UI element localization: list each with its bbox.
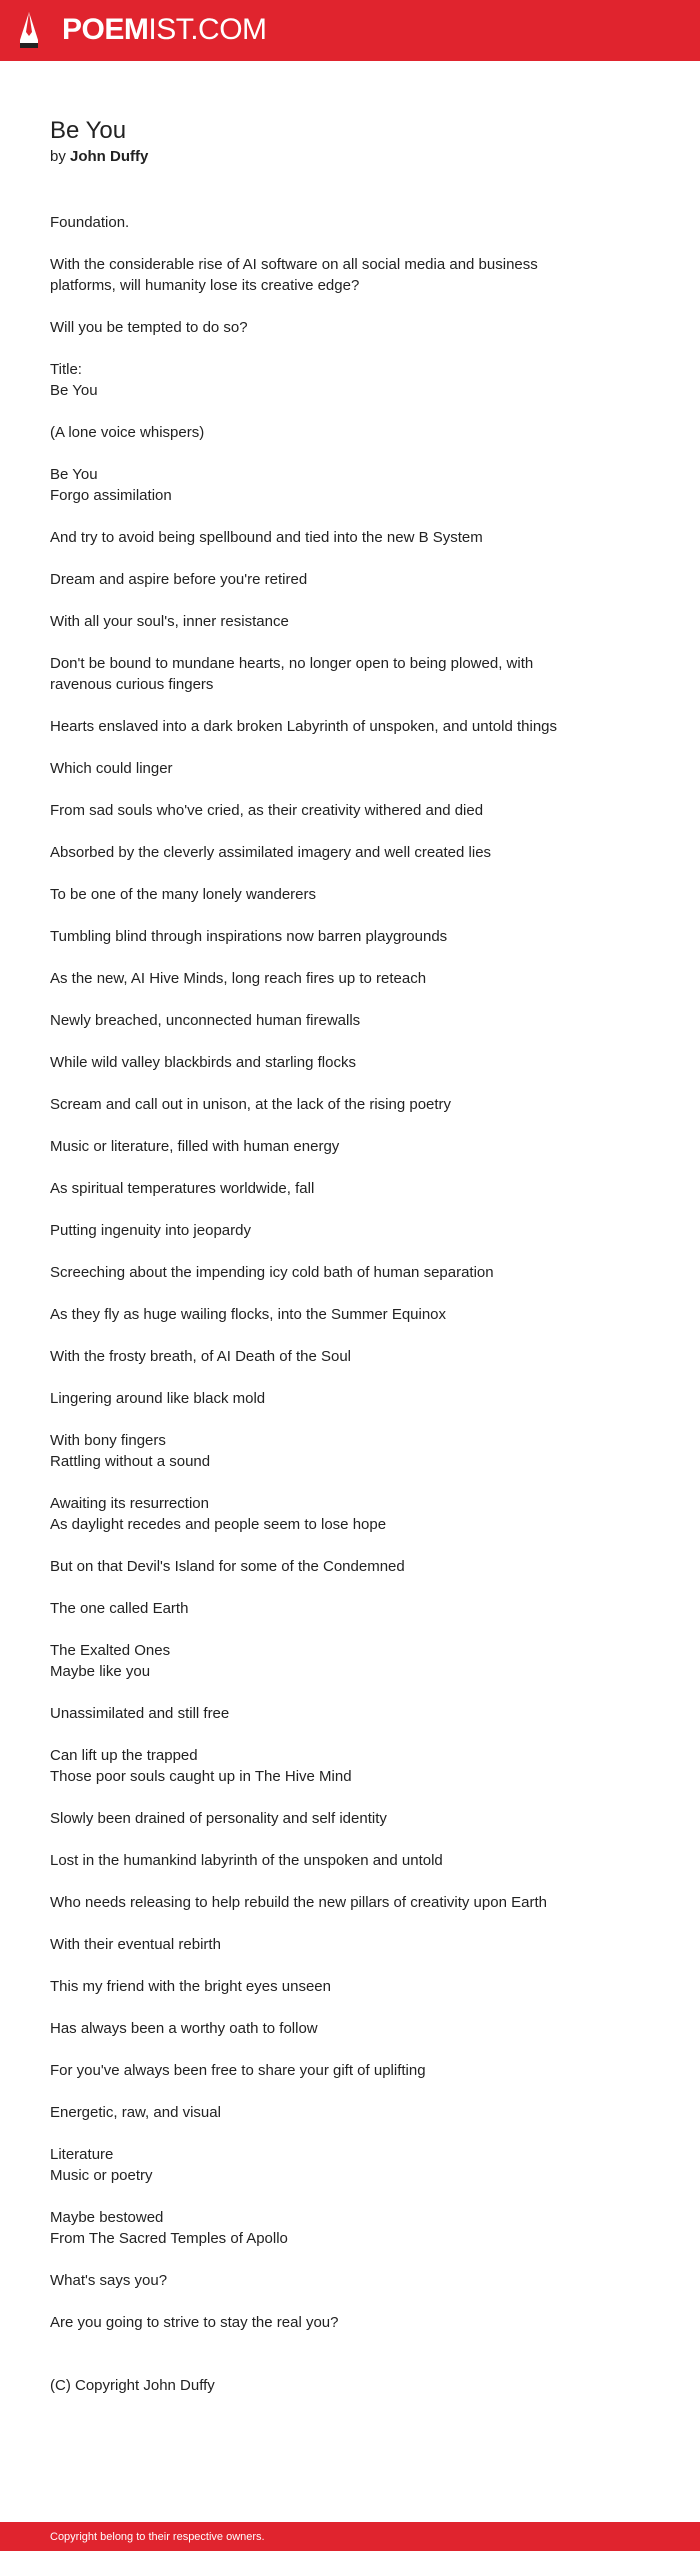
poem-content — [50, 116, 570, 2396]
poem-stanza — [50, 2018, 570, 2039]
poem-line: Which could linger — [50, 760, 173, 777]
poem-line: As the new, AI Hive Minds, long reach fires up to reteach — [50, 970, 427, 987]
poem-line: Absorbed by the cleverly assimilated imagery and well created lies — [50, 844, 492, 861]
poem-line: Those poor souls caught up in The Hive Mind — [50, 1768, 352, 1785]
poem-stanza — [50, 1598, 570, 1619]
poem-stanza — [50, 842, 570, 863]
poem-line: As they fly as huge wailing flocks, into the Summer Equinox — [50, 1306, 447, 1323]
poem-stanza — [50, 359, 570, 401]
poem-line: But on that Devil's Island for some of the Condemned — [50, 1558, 405, 1575]
poem-line: Rattling without a sound — [50, 1453, 211, 1470]
poem-stanza — [50, 422, 570, 443]
poem-stanza — [50, 800, 570, 821]
poem-line: And try to avoid being spellbound and tied into the new B System — [50, 529, 483, 546]
poem-line: Music or poetry — [50, 2167, 153, 2184]
poem-stanza — [50, 527, 570, 548]
poem-line: With the considerable rise of AI software on all social media and business platforms, will humanity lose its creative edge? — [50, 256, 538, 294]
poem-line: Screeching about the impending icy cold bath of human separation — [50, 1264, 494, 1281]
poem-line: Lost in the humankind labyrinth of the unspoken and untold — [50, 1852, 443, 1869]
poem-stanza — [50, 1493, 570, 1535]
poem-stanza — [50, 1220, 570, 1241]
pen-nib-icon[interactable] — [18, 10, 40, 50]
poem-line: For you've always been free to share your gift of uplifting — [50, 2062, 426, 2079]
poem-copyright: (C) Copyright John Duffy — [50, 2377, 215, 2394]
poem-line: With all your soul's, inner resistance — [50, 613, 289, 630]
poem-stanza — [50, 2312, 570, 2333]
poem-line: Foundation. — [50, 214, 130, 231]
poem-line: With the frosty breath, of AI Death of the Soul — [50, 1348, 351, 1365]
poem-stanza — [50, 653, 570, 695]
poem-stanza — [50, 254, 570, 296]
poem-line: Energetic, raw, and visual — [50, 2104, 221, 2121]
poem-stanza — [50, 1178, 570, 1199]
logo-light-text: IST.COM — [148, 13, 267, 46]
poem-line: Who needs releasing to help rebuild the new pillars of creativity upon Earth — [50, 1894, 547, 1911]
poem-stanza — [50, 212, 570, 233]
poem-stanza — [50, 1388, 570, 1409]
poem-line: Maybe like you — [50, 1663, 151, 1680]
poem-line: Don't be bound to mundane hearts, no longer open to being plowed, with ravenous curious fingers — [50, 655, 534, 693]
poem-line: To be one of the many lonely wanderers — [50, 886, 316, 903]
poem-line: Be You — [50, 382, 98, 399]
poem-line: Hearts enslaved into a dark broken Labyrinth of unspoken, and untold things — [50, 718, 557, 735]
poem-stanza — [50, 1976, 570, 1997]
poem-stanza — [50, 1934, 570, 1955]
poem-stanza — [50, 716, 570, 737]
poem-author[interactable]: John Duffy — [70, 148, 149, 165]
poem-line: While wild valley blackbirds and starling flocks — [50, 1054, 356, 1071]
poem-line: Music or literature, filled with human energy — [50, 1138, 340, 1155]
poem-stanza — [50, 1808, 570, 1829]
poem-line: Maybe bestowed — [50, 2209, 164, 2226]
footer-copyright: Copyright belong to their respective owners. — [50, 2531, 265, 2543]
poem-line: Title: — [50, 361, 82, 378]
poem-line: Slowly been drained of personality and self identity — [50, 1810, 387, 1827]
site-header — [0, 0, 700, 61]
poem-stanza — [50, 1136, 570, 1157]
logo-bold-text: POEM — [62, 13, 149, 46]
poem-line: With bony fingers — [50, 1432, 166, 1449]
poem-stanza — [50, 2102, 570, 2123]
poem-line: As daylight recedes and people seem to lose hope — [50, 1516, 387, 1533]
poem-stanza — [50, 1892, 570, 1913]
poem-stanza — [50, 1262, 570, 1283]
poem-stanza — [50, 464, 570, 506]
poem-line: Are you going to strive to stay the real you? — [50, 2314, 339, 2331]
poem-stanza — [50, 2207, 570, 2249]
byline-prefix: by — [50, 148, 66, 165]
poem-line: (A lone voice whispers) — [50, 424, 205, 441]
poem-line: Will you be tempted to do so? — [50, 319, 248, 336]
site-footer — [0, 2522, 700, 2551]
poem-line: Dream and aspire before you're retired — [50, 571, 308, 588]
poem-stanza — [50, 1010, 570, 1031]
poem-line: Tumbling blind through inspirations now barren playgrounds — [50, 928, 448, 945]
poem-byline — [50, 147, 570, 167]
poem-stanza — [50, 2060, 570, 2081]
poem-line: Literature — [50, 2146, 114, 2163]
poem-stanza — [50, 758, 570, 779]
poem-line: Awaiting its resurrection — [50, 1495, 209, 1512]
poem-line: Be You — [50, 466, 98, 483]
poem-stanza — [50, 1304, 570, 1325]
poem-stanza — [50, 1430, 570, 1472]
poem-line: Can lift up the trapped — [50, 1747, 198, 1764]
poem-line: This my friend with the bright eyes unseen — [50, 1978, 331, 1995]
poem-line: Scream and call out in unison, at the lack of the rising poetry — [50, 1096, 452, 1113]
poem-line: What's says you? — [50, 2272, 168, 2289]
poem-stanza — [50, 1640, 570, 1682]
poem-line: The Exalted Ones — [50, 1642, 171, 1659]
poem-stanza — [50, 1745, 570, 1787]
poem-stanza — [50, 1556, 570, 1577]
poem-stanza — [50, 884, 570, 905]
poem-stanza — [50, 2270, 570, 2291]
poem-line: Unassimilated and still free — [50, 1705, 230, 1722]
poem-line: From sad souls who've cried, as their creativity withered and died — [50, 802, 484, 819]
poem-stanza — [50, 569, 570, 590]
poem-stanza — [50, 968, 570, 989]
poem-line: As spiritual temperatures worldwide, fall — [50, 1180, 315, 1197]
poem-stanza — [50, 1094, 570, 1115]
poem-line: Lingering around like black mold — [50, 1390, 266, 1407]
poem-stanza — [50, 1346, 570, 1367]
site-logo[interactable] — [62, 14, 267, 46]
poem-line: Putting ingenuity into jeopardy — [50, 1222, 251, 1239]
poem-stanza — [50, 611, 570, 632]
poem-line: The one called Earth — [50, 1600, 189, 1617]
poem-line: From The Sacred Temples of Apollo — [50, 2230, 288, 2247]
poem-stanza — [50, 1703, 570, 1724]
poem-title: Be You — [50, 117, 127, 144]
poem-line: Forgo assimilation — [50, 487, 172, 504]
poem-stanza — [50, 2144, 570, 2186]
poem-stanza — [50, 926, 570, 947]
poem-stanza — [50, 1850, 570, 1871]
poem-stanza — [50, 1052, 570, 1073]
poem-line: Newly breached, unconnected human firewalls — [50, 1012, 361, 1029]
poem-line: With their eventual rebirth — [50, 1936, 221, 1953]
poem-body — [50, 212, 570, 2333]
poem-stanza — [50, 317, 570, 338]
poem-line: Has always been a worthy oath to follow — [50, 2020, 318, 2037]
